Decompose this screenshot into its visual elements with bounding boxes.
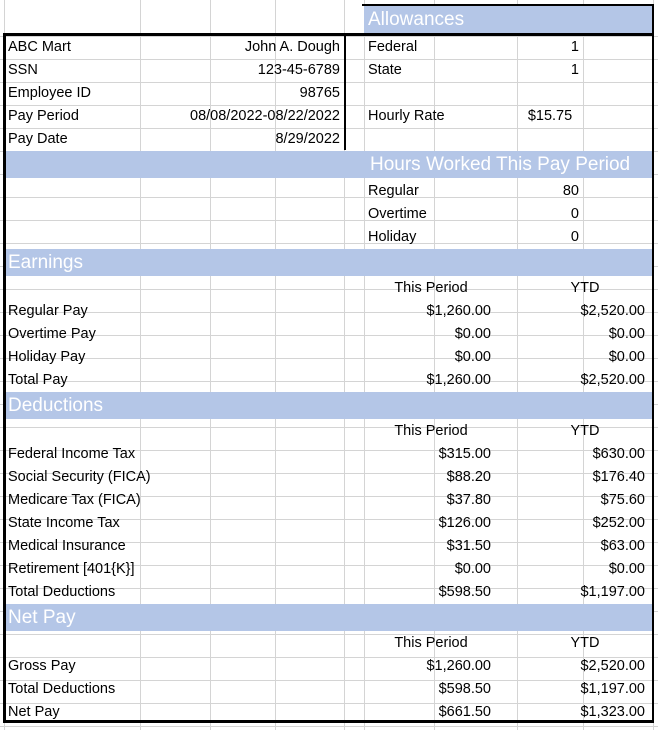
earnings-label[interactable]: Holiday Pay bbox=[8, 349, 86, 365]
deduction-period[interactable]: $315.00 bbox=[438, 446, 491, 462]
deduction-ytd[interactable]: $176.40 bbox=[592, 469, 645, 485]
column-header-this-period[interactable]: This Period bbox=[394, 635, 468, 651]
allowance-label[interactable]: Federal bbox=[368, 39, 418, 55]
allowance-value[interactable]: 1 bbox=[570, 39, 579, 55]
left-border bbox=[3, 33, 6, 723]
earnings-ytd[interactable]: $0.00 bbox=[608, 349, 645, 365]
earnings-period[interactable]: $1,260.00 bbox=[426, 303, 491, 319]
info-value[interactable]: 123-45-6789 bbox=[257, 62, 340, 78]
hours-header: Hours Worked This Pay Period bbox=[370, 154, 631, 175]
column-header-this-period[interactable]: This Period bbox=[394, 423, 468, 439]
netpay-label[interactable]: Gross Pay bbox=[8, 658, 76, 674]
deduction-ytd[interactable]: $630.00 bbox=[592, 446, 645, 462]
deduction-period[interactable]: $0.00 bbox=[454, 561, 491, 577]
allowance-value[interactable]: 1 bbox=[570, 62, 579, 78]
hours-label[interactable]: Regular bbox=[368, 183, 419, 199]
earnings-period[interactable]: $0.00 bbox=[454, 349, 491, 365]
deduction-label[interactable]: Federal Income Tax bbox=[8, 446, 136, 462]
deduction-label[interactable]: Medical Insurance bbox=[8, 538, 126, 554]
info-value[interactable]: 8/29/2022 bbox=[275, 131, 340, 147]
deduction-ytd[interactable]: $0.00 bbox=[608, 561, 645, 577]
deduction-period[interactable]: $88.20 bbox=[446, 469, 491, 485]
netpay-period[interactable]: $1,260.00 bbox=[426, 658, 491, 674]
deductions-header: Deductions bbox=[8, 395, 104, 416]
earnings-header: Earnings bbox=[8, 252, 83, 273]
earnings-ytd[interactable]: $2,520.00 bbox=[580, 372, 645, 388]
allowances-divider bbox=[344, 33, 346, 150]
deduction-ytd[interactable]: $75.60 bbox=[600, 492, 645, 508]
top-border-main bbox=[3, 33, 654, 36]
column-header-ytd[interactable]: YTD bbox=[570, 423, 600, 439]
deduction-period[interactable]: $126.00 bbox=[438, 515, 491, 531]
allowances-header: Allowances bbox=[368, 9, 465, 30]
netpay-ytd[interactable]: $2,520.00 bbox=[580, 658, 645, 674]
earnings-period[interactable]: $1,260.00 bbox=[426, 372, 491, 388]
earnings-ytd[interactable]: $0.00 bbox=[608, 326, 645, 342]
netpay-band bbox=[5, 604, 652, 631]
netpay-label[interactable]: Net Pay bbox=[8, 704, 60, 720]
hours-value[interactable]: 80 bbox=[562, 183, 579, 199]
employer-name[interactable]: ABC Mart bbox=[8, 39, 71, 55]
hourly-rate-label[interactable]: Hourly Rate bbox=[368, 108, 445, 124]
netpay-period[interactable]: $661.50 bbox=[438, 704, 491, 720]
hours-value[interactable]: 0 bbox=[570, 229, 579, 245]
info-label[interactable]: Pay Date bbox=[8, 131, 68, 147]
earnings-label[interactable]: Overtime Pay bbox=[8, 326, 96, 342]
top-border-allowances bbox=[362, 4, 654, 6]
bottom-border bbox=[3, 720, 654, 723]
deduction-label[interactable]: Social Security (FICA) bbox=[8, 469, 151, 485]
deduction-ytd[interactable]: $252.00 bbox=[592, 515, 645, 531]
info-label[interactable]: Employee ID bbox=[8, 85, 92, 101]
employee-name[interactable]: John A. Dough bbox=[244, 39, 340, 55]
earnings-label[interactable]: Total Pay bbox=[8, 372, 68, 388]
info-label[interactable]: Pay Period bbox=[8, 108, 79, 124]
deduction-period[interactable]: $598.50 bbox=[438, 584, 491, 600]
netpay-period[interactable]: $598.50 bbox=[438, 681, 491, 697]
allowance-label[interactable]: State bbox=[368, 62, 402, 78]
netpay-ytd[interactable]: $1,197.00 bbox=[580, 681, 645, 697]
earnings-ytd[interactable]: $2,520.00 bbox=[580, 303, 645, 319]
info-label[interactable]: SSN bbox=[8, 62, 38, 78]
right-border bbox=[652, 4, 654, 723]
deduction-label[interactable]: Medicare Tax (FICA) bbox=[8, 492, 141, 508]
hours-label[interactable]: Holiday bbox=[368, 229, 417, 245]
hours-value[interactable]: 0 bbox=[570, 206, 579, 222]
deduction-ytd[interactable]: $1,197.00 bbox=[580, 584, 645, 600]
earnings-period[interactable]: $0.00 bbox=[454, 326, 491, 342]
hours-label[interactable]: Overtime bbox=[368, 206, 427, 222]
info-value[interactable]: 08/08/2022-08/22/2022 bbox=[190, 108, 340, 124]
hourly-rate-value[interactable]: $15.75 bbox=[527, 108, 573, 124]
netpay-ytd[interactable]: $1,323.00 bbox=[580, 704, 645, 720]
deduction-period[interactable]: $31.50 bbox=[446, 538, 491, 554]
earnings-label[interactable]: Regular Pay bbox=[8, 303, 88, 319]
column-header-ytd[interactable]: YTD bbox=[570, 280, 600, 296]
deduction-period[interactable]: $37.80 bbox=[446, 492, 491, 508]
deduction-label[interactable]: Total Deductions bbox=[8, 584, 116, 600]
column-header-this-period[interactable]: This Period bbox=[394, 280, 468, 296]
deduction-label[interactable]: State Income Tax bbox=[8, 515, 120, 531]
info-value[interactable]: 98765 bbox=[299, 85, 340, 101]
gridline bbox=[0, 726, 658, 727]
earnings-band bbox=[5, 249, 652, 276]
deduction-ytd[interactable]: $63.00 bbox=[600, 538, 645, 554]
netpay-header: Net Pay bbox=[8, 607, 76, 628]
deduction-label[interactable]: Retirement [401{K}] bbox=[8, 561, 135, 577]
column-header-ytd[interactable]: YTD bbox=[570, 635, 600, 651]
netpay-label[interactable]: Total Deductions bbox=[8, 681, 116, 697]
